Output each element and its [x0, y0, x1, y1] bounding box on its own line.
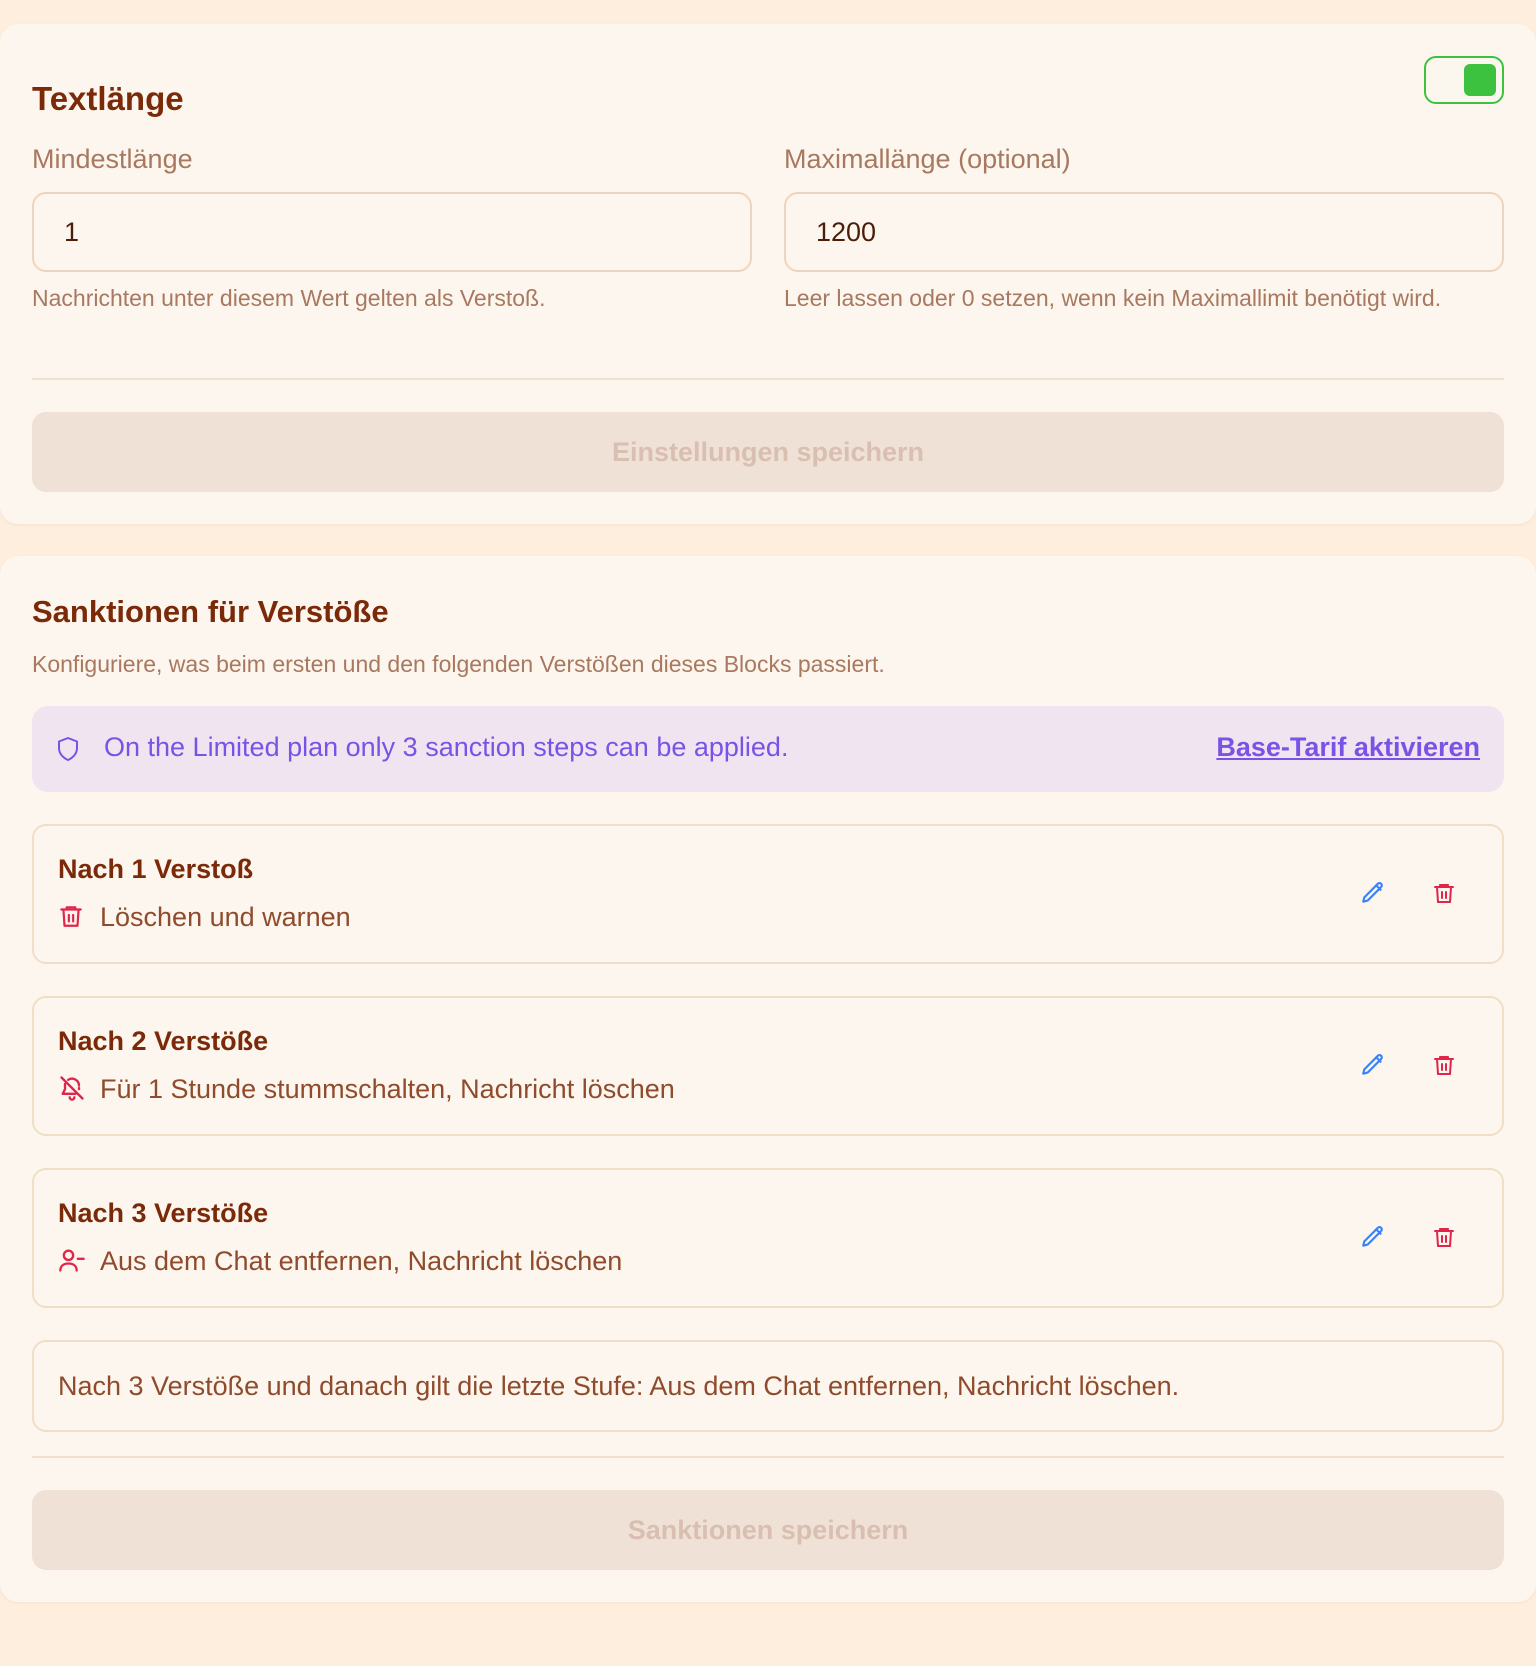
- sanction-step: [32, 824, 1504, 964]
- max-length-label: Maximallänge (optional): [784, 144, 1071, 174]
- sanction-step: [32, 996, 1504, 1136]
- sanction-step: [32, 1168, 1504, 1308]
- edit-step-button[interactable]: [1360, 1224, 1386, 1255]
- pencil-icon: [1360, 880, 1386, 906]
- plan-limit-notice: [32, 706, 1504, 792]
- save-sanctions-button[interactable]: Sanktionen speichern: [32, 1490, 1504, 1570]
- delete-step-button[interactable]: [1432, 1052, 1456, 1083]
- min-length-help: Nachrichten unter diesem Wert gelten als Verstoß.: [32, 285, 546, 311]
- pencil-icon: [1360, 1224, 1386, 1250]
- trash-icon: [1432, 880, 1456, 906]
- divider: [32, 1456, 1504, 1458]
- shield-icon: [56, 736, 80, 767]
- pencil-icon: [1360, 1052, 1386, 1078]
- sanction-step-title: Nach 3 Verstöße: [58, 1198, 269, 1228]
- save-settings-button[interactable]: Einstellungen speichern: [32, 412, 1504, 492]
- edit-step-button[interactable]: [1360, 1052, 1386, 1083]
- sanction-step-description: Löschen und warnen: [100, 902, 351, 932]
- edit-step-button[interactable]: [1360, 880, 1386, 911]
- max-length-input[interactable]: 1200: [784, 192, 1504, 272]
- max-length-help: Leer lassen oder 0 setzen, wenn kein Maximallimit benötigt wird.: [784, 285, 1442, 311]
- activate-base-plan-link[interactable]: Base-Tarif aktivieren: [1216, 732, 1480, 762]
- sanctions-subtitle: Konfiguriere, was beim ersten und den folgenden Verstößen dieses Blocks passiert.: [32, 651, 885, 677]
- delete-step-button[interactable]: [1432, 880, 1456, 911]
- toggle-knob: [1464, 64, 1496, 96]
- notice-text: On the Limited plan only 3 sanction steps can be applied.: [104, 732, 789, 762]
- sanction-step-description: Aus dem Chat entfernen, Nachricht löschen: [100, 1246, 623, 1276]
- sanction-step-title: Nach 2 Verstöße: [58, 1026, 269, 1056]
- trash-icon: [1432, 1224, 1456, 1250]
- user-minus-icon: [58, 1246, 86, 1279]
- sanctions-summary: Nach 3 Verstöße und danach gilt die letzte Stufe: Aus dem Chat entfernen, Nachricht löschen.: [32, 1340, 1504, 1432]
- text-length-title: Textlänge: [32, 80, 184, 117]
- min-length-input[interactable]: 1: [32, 192, 752, 272]
- min-length-label: Mindestlänge: [32, 144, 193, 174]
- sanction-step-title: Nach 1 Verstoß: [58, 854, 254, 884]
- sanctions-title: Sanktionen für Verstöße: [32, 594, 389, 629]
- trash-icon: [1432, 1052, 1456, 1078]
- delete-step-button[interactable]: [1432, 1224, 1456, 1255]
- bell-off-icon: [58, 1074, 86, 1107]
- sanctions-card: [0, 556, 1536, 1602]
- divider: [32, 378, 1504, 380]
- text-length-toggle[interactable]: [1424, 56, 1504, 104]
- text-length-card: [0, 24, 1536, 524]
- sanction-step-description: Für 1 Stunde stummschalten, Nachricht löschen: [100, 1074, 675, 1104]
- trash-icon: [58, 902, 84, 935]
